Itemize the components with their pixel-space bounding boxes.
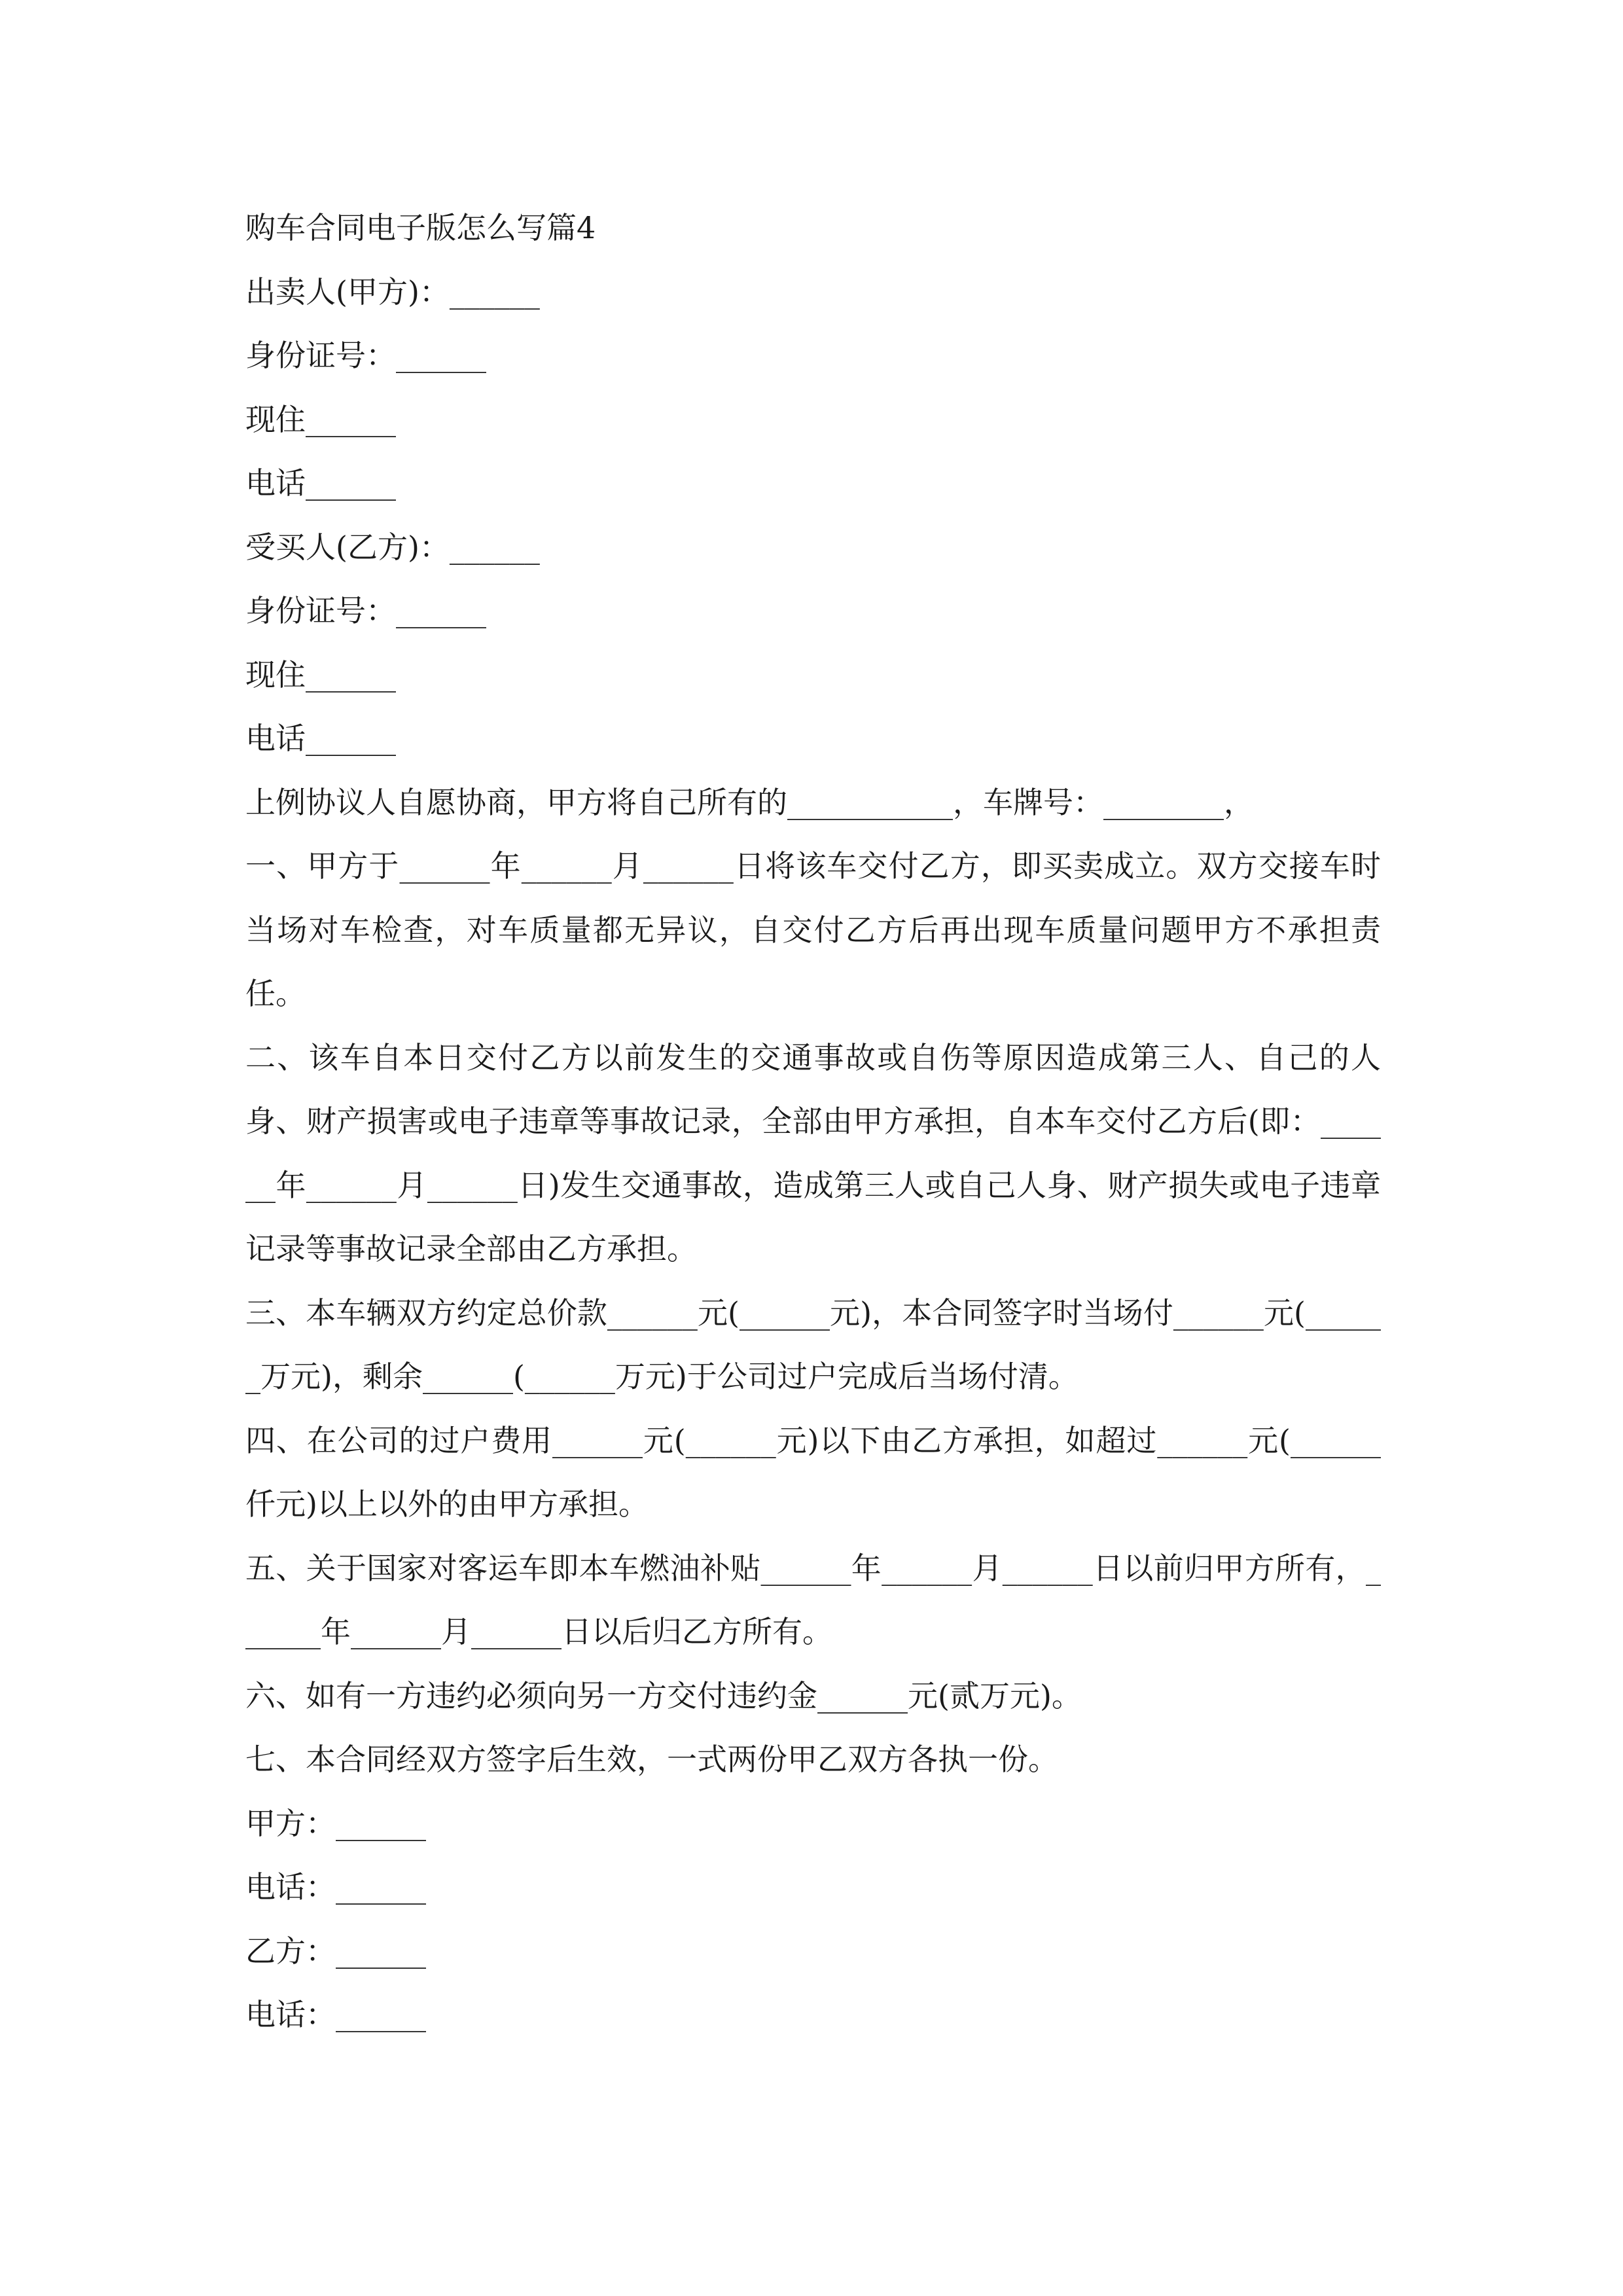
agreement-intro-line: 上例协议人自愿协商，甲方将自己所有的___________，车牌号：________， bbox=[245, 784, 1254, 820]
buyer-id-line: 身份证号：______ bbox=[245, 593, 486, 628]
clause-4: 四、在公司的过户费用______元(______元)以下由乙方承担，如超过______元(______仟元)以上以外的由甲方承担。 bbox=[245, 1422, 1381, 1522]
clause-3: 三、本车辆双方约定总价款______元(______元)，本合同签字时当场付______元(______万元)，剩余______(______万元)于公司过户完成后当场付清。 bbox=[245, 1295, 1381, 1394]
document-title: 购车合同电子版怎么写篇4 bbox=[245, 210, 596, 245]
party-b-phone-line: 电话：______ bbox=[245, 1997, 426, 2032]
clause-2: 二、该车自本日交付乙方以前发生的交通事故或自伤等原因造成第三人、自己的人身、财产损害或电子违章等事故记录，全部由甲方承担，自本车交付乙方后(即：______年______月______日)发生交通事故，造成第三人或自己人身、财产损失或电子违章记录等事故记录全部由乙方承担。 bbox=[245, 1039, 1381, 1266]
buyer-name-line: 受买人(乙方)：______ bbox=[245, 529, 540, 565]
buyer-address-line: 现住______ bbox=[245, 656, 396, 692]
party-a-signature-line: 甲方：______ bbox=[245, 1805, 426, 1841]
party-a-phone-line: 电话：______ bbox=[245, 1869, 426, 1905]
clause-5: 五、关于国家对客运车即本车燃油补贴______年______月______日以前归甲方所有，______年______月______日以后归乙方所有。 bbox=[245, 1550, 1381, 1649]
seller-address-line: 现住______ bbox=[245, 401, 396, 437]
seller-name-line: 出卖人(甲方)：______ bbox=[245, 274, 540, 310]
buyer-phone-line: 电话______ bbox=[245, 721, 396, 756]
seller-id-line: 身份证号：______ bbox=[245, 338, 486, 373]
party-b-signature-line: 乙方：______ bbox=[245, 1933, 426, 1969]
clause-1: 一、甲方于______年______月______日将该车交付乙方，即买卖成立。双方交接车时当场对车检查，对车质量都无异议，自交付乙方后再出现车质量问题甲方不承担责任。 bbox=[245, 848, 1381, 1011]
seller-phone-line: 电话______ bbox=[245, 465, 396, 501]
clause-7: 七、本合同经双方签字后生效，一式两份甲乙双方各执一份。 bbox=[245, 1742, 1058, 1777]
document-body bbox=[245, 196, 1381, 2047]
clause-6: 六、如有一方违约必须向另一方交付违约金______元(贰万元)。 bbox=[245, 1677, 1082, 1713]
